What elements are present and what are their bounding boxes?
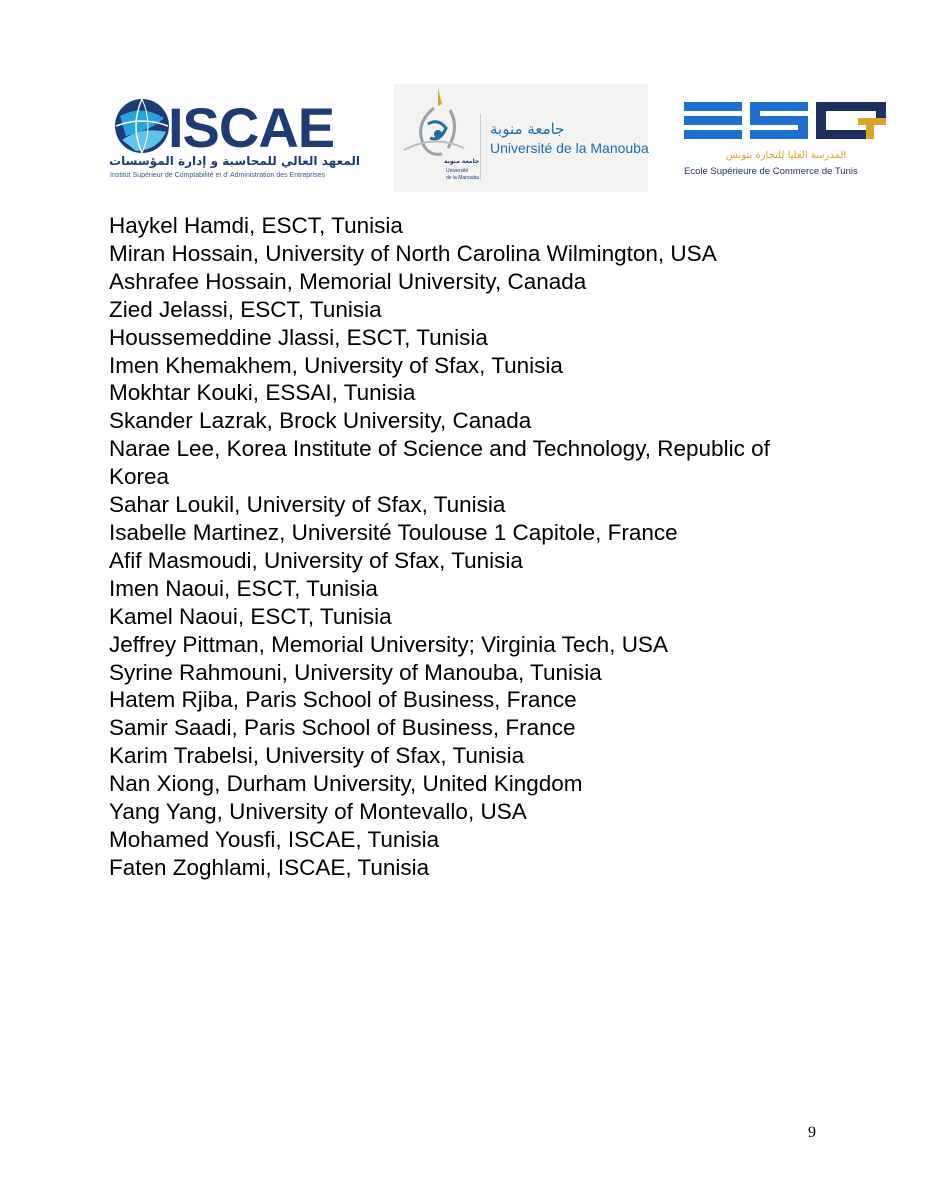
list-item: Syrine Rahmouni, University of Manouba, Tunisia [109, 659, 602, 685]
list-item: Samir Saadi, Paris School of Business, France [109, 715, 576, 741]
header-logos [0, 80, 927, 195]
list-item: Ashrafee Hossain, Memorial University, Canada [109, 268, 587, 294]
list-item: Imen Khemakhem, University of Sfax, Tunisia [109, 352, 563, 378]
manouba-emblem-arabic: جامعة منوبة [444, 158, 480, 165]
manouba-emblem-line-2: de la Manouba [446, 175, 480, 181]
list-item: Hatem Rjiba, Paris School of Business, France [109, 687, 577, 713]
list-item: Mohamed Yousfi, ISCAE, Tunisia [109, 826, 440, 852]
list-item: Isabelle Martinez, Université Toulouse 1 Capitole, France [109, 519, 678, 545]
list-item: Sahar Loukil, University of Sfax, Tunisia [109, 492, 506, 518]
list-item: Houssemeddine Jlassi, ESCT, Tunisia [109, 324, 488, 350]
list-item: Nan Xiong, Durham University, United Kingdom [109, 771, 583, 797]
esc-french-name: Ecole Supérieure de Commerce de Tunis [684, 166, 858, 177]
list-item: Skander Lazrak, Brock University, Canada [109, 408, 532, 434]
manouba-logo [394, 84, 648, 192]
list-item: Faten Zoghlami, ISCAE, Tunisia [109, 854, 430, 880]
iscae-french-name: Institut Supérieur de Comptabilité et d' Administration des Entreprises [110, 172, 325, 179]
esc-arabic-name: المدرسة العليا للتجارة بتونس [725, 150, 847, 161]
list-item: Afif Masmoudi, University of Sfax, Tunisia [109, 547, 523, 573]
list-item: Jeffrey Pittman, Memorial University; Virginia Tech, USA [109, 631, 668, 657]
iscae-wordmark: ISCAE [168, 96, 335, 159]
manouba-arabic-name: جامعة منوبة [490, 120, 565, 138]
iscae-logo [110, 94, 360, 186]
list-item: Yang Yang, University of Montevallo, USA [109, 799, 527, 825]
committee-member-list [109, 212, 829, 882]
esc-wordmark-graphic [682, 100, 888, 148]
list-item: Narae Lee, Korea Institute of Science and Technology, Republic of Korea [109, 436, 770, 490]
manouba-french-name: Université de la Manouba [490, 140, 649, 156]
list-item: Zied Jelassi, ESCT, Tunisia [109, 296, 382, 322]
list-item: Kamel Naoui, ESCT, Tunisia [109, 603, 392, 629]
iscae-globe-icon [112, 96, 172, 156]
iscae-arabic-name: المعهد العالي للمحاسبة و إدارة المؤسسات [109, 154, 360, 168]
list-item: Imen Naoui, ESCT, Tunisia [109, 575, 378, 601]
page-number: 9 [808, 1124, 816, 1141]
list-item: Mokhtar Kouki, ESSAI, Tunisia [109, 380, 416, 406]
manouba-divider [480, 114, 481, 180]
manouba-emblem-line-1: Université [446, 168, 469, 174]
esc-logo [682, 100, 888, 180]
list-item: Miran Hossain, University of North Carolina Wilmington, USA [109, 240, 717, 266]
list-item: Karim Trabelsi, University of Sfax, Tunisia [109, 743, 525, 769]
list-item: Haykel Hamdi, ESCT, Tunisia [109, 213, 403, 238]
